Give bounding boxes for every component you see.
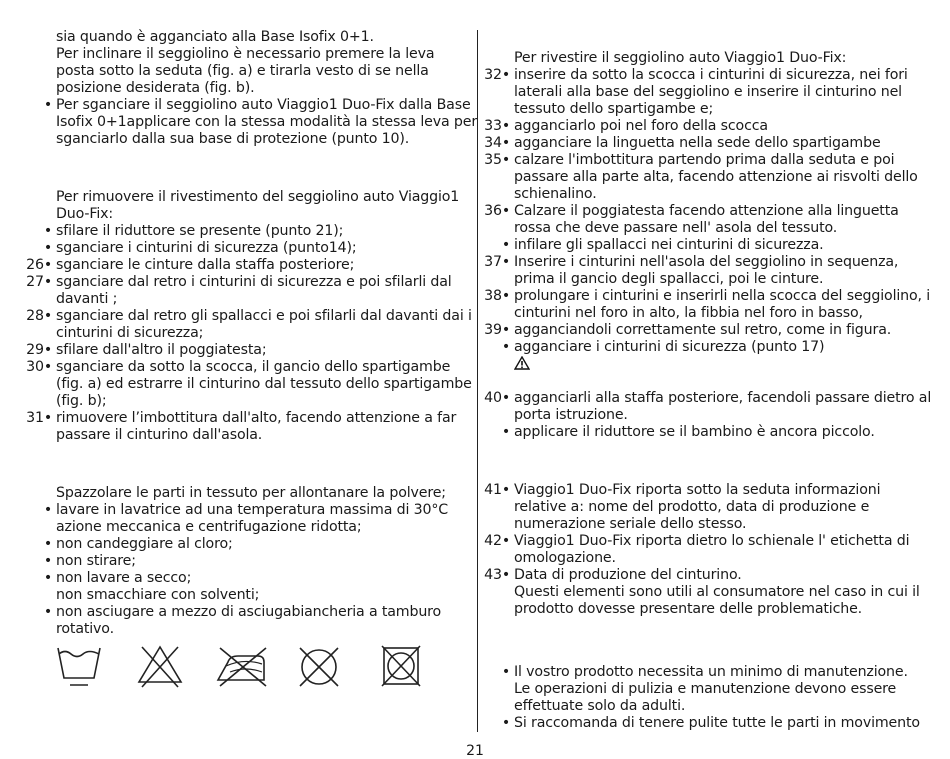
care-symbols [56,644,456,690]
list-item: Il vostro prodotto necessita un minimo di manutenzione. [514,664,908,680]
list-item: passare alla parte alta, facendo attenzione ai risvolti dello [514,169,918,185]
list-item: rotativo. [56,621,114,637]
text-line: Per inclinare il seggiolino è necessario premere la leva [56,46,435,62]
section-intro: Per rimuovere il rivestimento del seggiolino auto Viaggio1 [56,189,460,205]
list-marker: 36• [484,203,510,219]
list-item: prima il gancio degli spallacci, poi le cinture. [514,271,824,287]
list-item: non lavare a secco; [56,570,192,586]
list-item: schienalino. [514,186,597,202]
list-marker: • [43,502,52,518]
list-item: non smacchiare con solventi; [56,587,260,603]
list-item: non asciugare a mezzo di asciugabiancheria a tamburo [56,604,442,620]
list-item: calzare l'imbottitura partendo prima dalla seduta e poi [514,152,895,168]
list-marker: 34• [484,135,510,151]
list-item: rossa che deve passare nell' asola del tessuto. [514,220,838,236]
list-marker: 43• [484,567,510,583]
list-item: passare il cinturino dall'asola. [56,427,263,443]
page-number: 21 [466,743,484,759]
list-item: inserire da sotto la scocca i cinturini di sicurezza, nei fori [514,67,908,83]
list-item: numerazione seriale dello stesso. [514,516,747,532]
list-marker: • [43,604,52,620]
list-item: infilare gli spallacci nei cinturini di sicurezza. [514,237,824,253]
list-marker: • [43,223,52,239]
list-marker: 35• [484,152,510,168]
list-marker: 37• [484,254,510,270]
list-item: sfilare dall'altro il poggiatesta; [56,342,267,358]
list-item: Viaggio1 Duo-Fix riporta sotto la seduta informazioni [514,482,881,498]
text-line: sia quando è agganciato alla Base Isofix 0+1. [56,29,374,45]
text-line: Per sganciare il seggiolino auto Viaggio1 Duo-Fix dalla Base [56,97,471,113]
list-item: sganciare dal retro i cinturini di sicurezza e poi sfilarli dal [56,274,452,290]
list-marker: • [501,237,510,253]
list-marker: • [501,424,510,440]
section-intro: Per rivestire il seggiolino auto Viaggio1 Duo-Fix: [514,50,847,66]
list-marker: 26• [26,257,52,273]
column-divider [477,30,478,732]
list-item: agganciare i cinturini di sicurezza (punto 17) [514,339,825,355]
list-marker: • [43,536,52,552]
list-marker: • [501,664,510,680]
text-line: sganciarlo dalla sua base di protezione (punto 10). [56,131,410,147]
list-item: agganciandoli correttamente sul retro, come in figura. [514,322,892,338]
list-item: rimuovere l’imbottitura dall'alto, facendo attenzione a far [56,410,457,426]
list-item: (fig. b); [56,393,107,409]
list-item: tessuto dello spartigambe e; [514,101,714,117]
no-iron-icon [214,644,270,690]
list-item: sganciare le cinture dalla staffa posteriore; [56,257,355,273]
wash-30-gentle-icon [56,644,102,690]
list-marker: 29• [26,342,52,358]
list-marker: • [501,339,510,355]
list-marker: 38• [484,288,510,304]
no-bleach-icon [136,644,184,690]
list-item: Inserire i cinturini nell'asola del seggiolino in sequenza, [514,254,899,270]
list-item: Viaggio1 Duo-Fix riporta dietro lo schienale l' etichetta di [514,533,910,549]
no-tumble-dry-icon [378,644,424,690]
list-marker: 28• [26,308,52,324]
list-item: Calzare il poggiatesta facendo attenzione alla linguetta [514,203,899,219]
list-item: Le operazioni di pulizia e manutenzione devono essere [514,681,897,697]
list-item: non stirare; [56,553,136,569]
list-item: sganciare da sotto la scocca, il gancio dello spartigambe [56,359,451,375]
list-marker: • [43,553,52,569]
list-marker: 33• [484,118,510,134]
list-item: davanti ; [56,291,118,307]
list-item: cinturini nel foro in alto, la fibbia nel foro in basso, [514,305,863,321]
list-item: prodotto dovesse presentare delle problematiche. [514,601,863,617]
text-line: posizione desiderata (fig. b). [56,80,255,96]
list-item: omologazione. [514,550,616,566]
list-item: effettuate solo da adulti. [514,698,686,714]
list-item: porta istruzione. [514,407,628,423]
text-line: posta sotto la seduta (fig. a) e tirarla vesto di se nella [56,63,429,79]
list-item: Si raccomanda di tenere pulite tutte le parti in movimento [514,715,920,731]
no-dry-clean-icon [296,644,342,690]
list-marker: 32• [484,67,510,83]
list-item: Data di produzione del cinturino. [514,567,742,583]
list-item: applicare il riduttore se il bambino è ancora piccolo. [514,424,875,440]
list-marker: 42• [484,533,510,549]
section-intro: Spazzolare le parti in tessuto per allontanare la polvere; [56,485,446,501]
list-marker: 30• [26,359,52,375]
list-item: agganciarli alla staffa posteriore, facendoli passare dietro al [514,390,932,406]
list-item: sganciare dal retro gli spallacci e poi sfilarli dal davanti dai i [56,308,472,324]
list-item: cinturini di sicurezza; [56,325,204,341]
list-item: azione meccanica e centrifugazione ridotta; [56,519,362,535]
list-item: laterali alla base del seggiolino e inserire il cinturino nel [514,84,902,100]
list-item: prolungare i cinturini e inserirli nella scocca del seggiolino, i [514,288,931,304]
list-marker: 41• [484,482,510,498]
list-marker: 40• [484,390,510,406]
list-item: (fig. a) ed estrarre il cinturino dal tessuto dello spartigambe [56,376,472,392]
warning-icon [514,356,530,370]
list-item: agganciare la linguetta nella sede dello spartigambe [514,135,881,151]
list-marker: 31• [26,410,52,426]
list-item: lavare in lavatrice ad una temperatura massima di 30°C [56,502,449,518]
list-item: sganciare i cinturini di sicurezza (punto14); [56,240,357,256]
list-item: sfilare il riduttore se presente (punto 21); [56,223,344,239]
list-marker: • [43,570,52,586]
list-marker: 39• [484,322,510,338]
list-marker: • [501,715,510,731]
list-marker: 27• [26,274,52,290]
list-item: Questi elementi sono utili al consumatore nel caso in cui il [514,584,920,600]
section-intro: Duo-Fix: [56,206,114,222]
list-item: agganciarlo poi nel foro della scocca [514,118,768,134]
list-item: relative a: nome del prodotto, data di produzione e [514,499,870,515]
text-line: Isofix 0+1applicare con la stessa modalità la stessa leva per [56,114,478,130]
list-marker: • [43,97,52,113]
list-item: non candeggiare al cloro; [56,536,233,552]
list-marker: • [43,240,52,256]
